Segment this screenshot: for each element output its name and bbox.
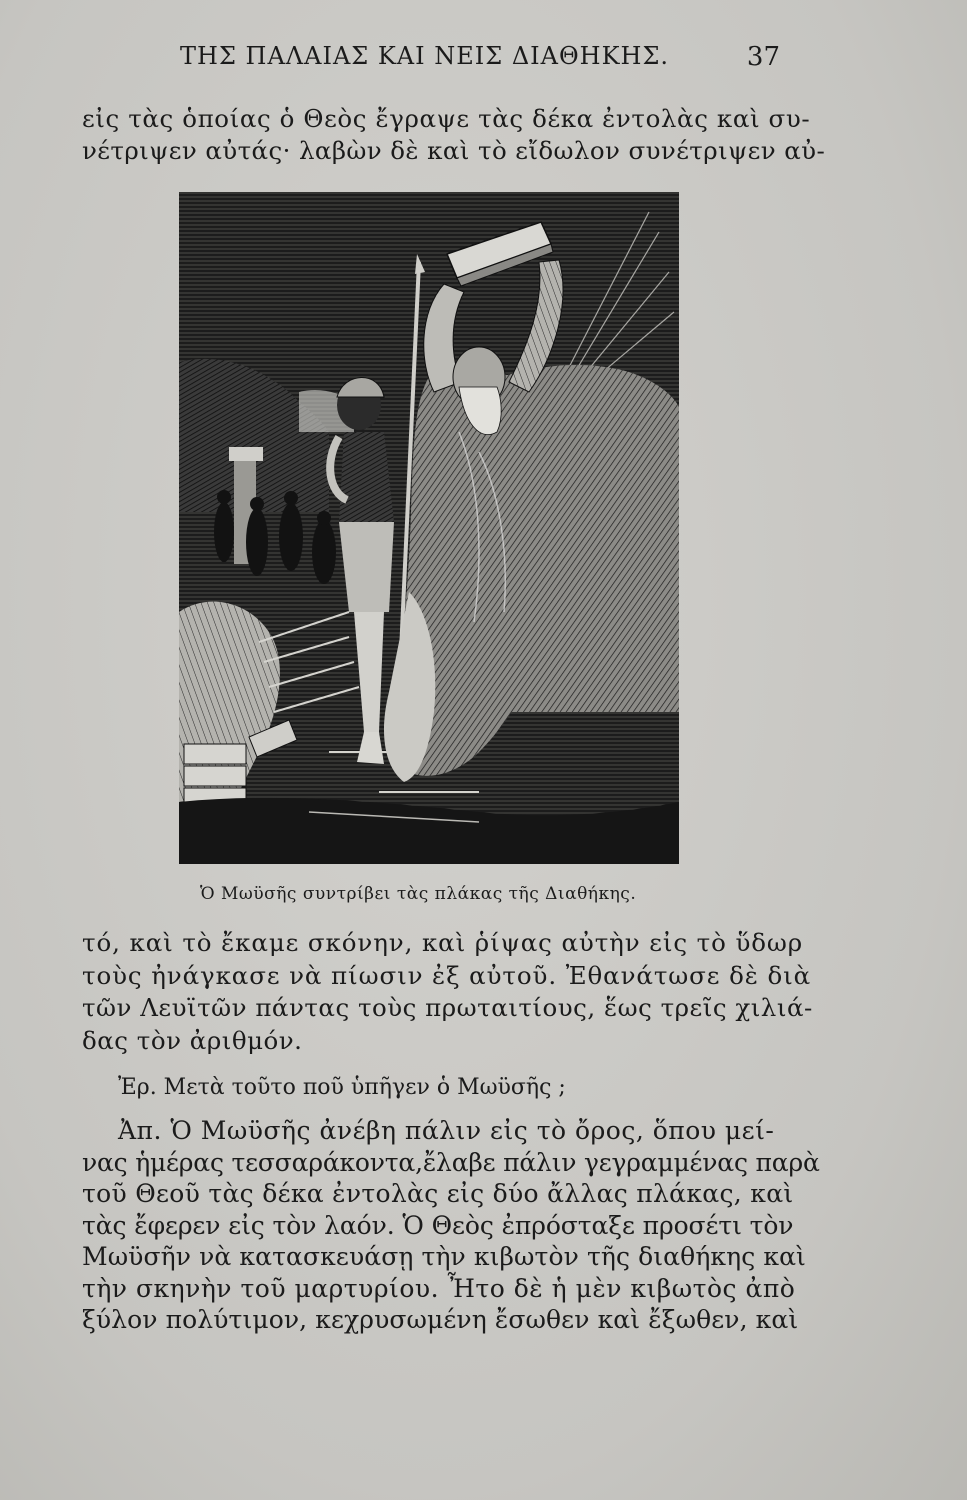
text-line: τὴν σκηνὴν τοῦ μαρτυρίου. Ἦτο δὲ ἡ μὲν κιβωτὸς ἀπὸ (82, 1273, 796, 1303)
text-line: τοῦ Θεοῦ τὰς δέκα ἐντολὰς εἰς δύο ἄλλας πλάκας, καὶ (82, 1179, 794, 1208)
text-line: τό, καὶ τὸ ἔκαμε σκόνην, καὶ ῥίψας αὐτὴν εἰς τὸ ὕδωρ (82, 928, 804, 957)
text-line: δας τὸν ἀριθμόν. (82, 1025, 303, 1055)
text-line: τοὺς ἠνάγκασε νὰ πίωσιν ἐξ αὐτοῦ. Ἐθανάτωσε δὲ διὰ (82, 960, 812, 990)
moses-breaking-tablets-engraving (179, 192, 679, 864)
answer-paragraph (82, 1115, 820, 1336)
page-number: 37 (746, 42, 780, 72)
text-line: εἰς τὰς ὁποίας ὁ Θεὸς ἔγραψε τὰς δέκα ἐντολὰς καὶ συ- (82, 104, 811, 133)
text-line: Μωϋσῆν νὰ κατασκευάσῃ τὴν κιβωτὸν τῆς διαθήκης καὶ (82, 1242, 806, 1271)
body-paragraph (82, 927, 813, 1057)
text-line: νας ἡμέρας τεσσαράκοντα,ἔλαβε πάλιν γεγραμμένας παρὰ (82, 1147, 820, 1177)
running-title: ΤΗΣ ΠΑΛΑΙΑΣ ΚΑΙ ΝΕΙΣ ΔΙΑΘΗΚΗΣ. (180, 42, 670, 70)
running-head (180, 42, 780, 78)
top-paragraph (82, 103, 826, 167)
text-line: τὰς ἔφερεν εἰς τὸν λαόν. Ὁ Θεὸς ἐπρόσταξε προσέτι τὸν (82, 1210, 794, 1240)
text-line: νέτριψεν αὐτάς· λαβὼν δὲ καὶ τὸ εἴδωλον συνέτριψεν αὐ- (82, 136, 826, 165)
illustration-caption: Ὁ Μωϋσῆς συντρίβει τὰς πλάκας τῆς Διαθήκης. (200, 884, 637, 904)
text-line: ξύλον πολύτιμον, κεχρυσωμένη ἔσωθεν καὶ ἔξωθεν, καὶ (82, 1305, 799, 1334)
text-line: τῶν Λευϊτῶν πάντας τοὺς πρωταιτίους, ἕως τρεῖς χιλιά- (82, 993, 813, 1022)
question-line: Ἐρ. Μετὰ τοῦτο ποῦ ὑπῆγεν ὁ Μωϋσῆς ; (118, 1075, 566, 1100)
text-line: Ἀπ. Ὁ Μωϋσῆς ἀνέβη πάλιν εἰς τὸ ὄρος, ὅπου μεί- (118, 1116, 775, 1145)
engraving-illustration (179, 192, 679, 864)
